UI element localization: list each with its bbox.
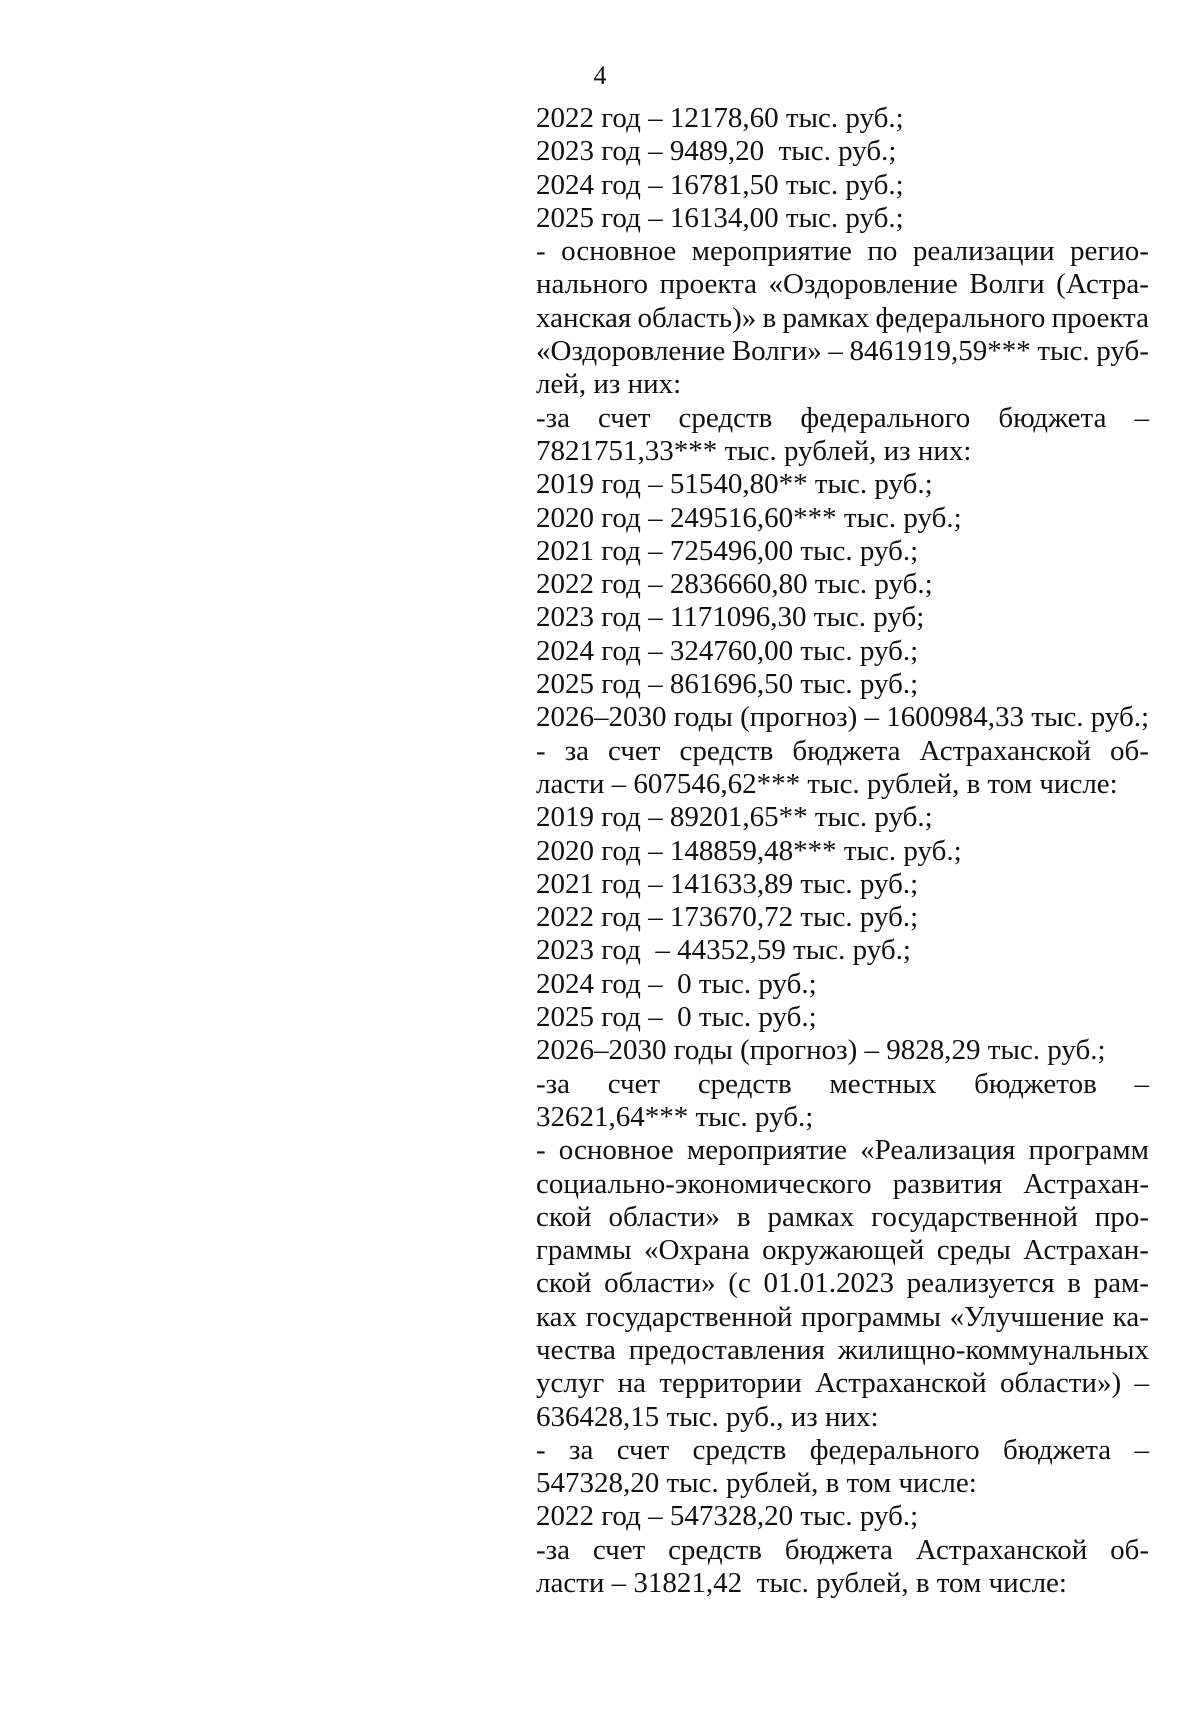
text-line-content: 2021 год – 725496,00 тыс. руб.; <box>536 534 919 567</box>
text-word: (Астра- <box>1056 268 1149 301</box>
text-word: про- <box>1094 1200 1149 1233</box>
text-word: счет <box>607 1067 661 1100</box>
text-word: основное <box>561 235 677 268</box>
text-line-content: 2024 год – 0 тыс. руб.; <box>536 967 817 1000</box>
text-word: тыс. <box>1037 335 1090 368</box>
text-line <box>536 1234 1149 1267</box>
text-word: (с <box>728 1267 751 1300</box>
text-line-content: 2020 год – 148859,48*** тыс. руб.; <box>536 834 962 867</box>
text-word: «Охрана <box>643 1234 750 1267</box>
text-word: счет <box>598 401 651 434</box>
text-word: средств <box>668 1533 762 1566</box>
text-line-content: лей, из них: <box>536 368 682 401</box>
text-word: счет <box>592 1533 646 1566</box>
text-word: в <box>762 301 777 334</box>
text-line-content: 2019 год – 51540,80** тыс. руб.; <box>536 468 933 501</box>
text-word: рам- <box>1093 1267 1149 1300</box>
text-line <box>536 302 1149 335</box>
text-line-content: 2025 год – 16134,00 тыс. руб.; <box>536 201 904 234</box>
text-line <box>536 1534 1149 1567</box>
text-line <box>536 1101 1149 1134</box>
text-word: средств <box>678 401 773 434</box>
text-word: реализации <box>912 235 1055 268</box>
text-line <box>536 235 1149 268</box>
text-line <box>536 202 1149 235</box>
text-line-content: 2020 год – 249516,60*** тыс. руб.; <box>536 501 962 534</box>
text-word: счет <box>608 734 661 767</box>
text-word: основное <box>558 1134 674 1167</box>
text-word: федерального <box>809 1433 980 1466</box>
text-word: окружающей <box>762 1234 925 1267</box>
text-word: средств <box>697 1067 792 1100</box>
text-line-content: 547328,20 тыс. рублей, в том числе: <box>536 1467 977 1500</box>
text-line <box>536 402 1149 435</box>
text-word: об- <box>1110 734 1149 767</box>
text-word: территории <box>659 1367 802 1400</box>
text-line <box>536 568 1149 601</box>
text-word: «Оздоровление <box>536 335 726 368</box>
text-word: среды <box>936 1234 1011 1267</box>
text-line-content: 2026–2030 годы (прогноз) – 9828,29 тыс. руб.; <box>536 1034 1106 1067</box>
text-word: ках <box>536 1300 578 1333</box>
text-word: средств <box>692 1433 787 1466</box>
text-line-content: 2025 год – 861696,50 тыс. руб.; <box>536 668 919 701</box>
text-line <box>536 635 1149 668</box>
text-word: области» <box>604 1267 716 1300</box>
document-body <box>536 102 1149 1600</box>
text-word: бюджета <box>1003 1433 1112 1466</box>
text-line <box>536 868 1149 901</box>
text-word: рамках <box>767 1200 855 1233</box>
text-word: программы <box>801 1300 942 1333</box>
text-word: на <box>617 1367 647 1400</box>
text-word: социально-экономического <box>536 1167 872 1200</box>
text-line <box>536 1267 1149 1300</box>
text-line-content: 2022 год – 12178,60 тыс. руб.; <box>536 102 904 134</box>
text-line-content: ласти – 607546,62*** тыс. рублей, в том числе: <box>536 767 1118 800</box>
text-word: «Улучшение <box>949 1300 1105 1333</box>
text-word: руб- <box>1096 335 1149 368</box>
page-number: 4 <box>593 61 607 90</box>
text-line <box>536 835 1149 868</box>
text-line <box>536 435 1149 468</box>
text-word: программ <box>1028 1134 1149 1167</box>
text-line <box>536 268 1149 301</box>
text-line <box>536 335 1149 368</box>
text-word: реализуется <box>906 1267 1055 1300</box>
text-line <box>536 135 1149 168</box>
text-line <box>536 1500 1149 1533</box>
text-line-content: 636428,15 тыс. руб., из них: <box>536 1400 879 1433</box>
text-line <box>536 502 1149 535</box>
text-word: бюджета <box>792 734 901 767</box>
text-line <box>536 701 1149 734</box>
text-line-content: 2023 год – 9489,20 тыс. руб.; <box>536 135 897 168</box>
text-word: бюджетов <box>974 1067 1097 1100</box>
text-line-content: 7821751,33*** тыс. рублей, из них: <box>536 434 972 467</box>
text-line-content: 2026–2030 годы (прогноз) – 1600984,33 тыс. руб.; <box>536 701 1150 734</box>
text-word: счет <box>616 1433 670 1466</box>
text-line <box>536 1201 1149 1234</box>
text-line-content: 2022 год – 547328,20 тыс. руб.; <box>536 1500 919 1533</box>
text-word: – <box>1134 1067 1149 1100</box>
text-word: ка- <box>1112 1300 1149 1333</box>
text-word: – <box>828 335 843 368</box>
text-word: -за <box>536 401 570 434</box>
text-line <box>536 768 1149 801</box>
text-word: проекта <box>1051 301 1149 334</box>
text-line <box>536 601 1149 634</box>
text-line <box>536 735 1149 768</box>
text-word: ской <box>536 1267 592 1300</box>
text-line <box>536 1367 1149 1400</box>
text-word: ской <box>536 1200 592 1233</box>
text-line <box>536 968 1149 1001</box>
text-line <box>536 934 1149 967</box>
text-word: граммы <box>536 1234 632 1267</box>
text-line <box>536 1567 1149 1600</box>
text-word: - <box>536 235 546 268</box>
text-word: 01.01.2023 <box>763 1267 894 1300</box>
text-line <box>536 1334 1149 1367</box>
text-word: жилищно-коммунальных <box>837 1333 1149 1366</box>
text-word: государственной <box>585 1300 793 1333</box>
text-word: в <box>736 1200 751 1233</box>
text-word: регио- <box>1070 235 1149 268</box>
text-word: 8461919,59*** <box>849 335 1031 368</box>
text-word: нального <box>536 268 649 301</box>
text-line <box>536 801 1149 834</box>
text-word: области») <box>1000 1367 1122 1400</box>
text-line <box>536 901 1149 934</box>
text-word: -за <box>536 1067 570 1100</box>
text-word: об- <box>1110 1533 1149 1566</box>
text-line-content: 2023 год – 44352,59 тыс. руб.; <box>536 934 911 967</box>
text-word: Астрахан- <box>1023 1167 1149 1200</box>
text-word: Астраханской <box>815 1367 987 1400</box>
text-line <box>536 1068 1149 1101</box>
text-word: ханская <box>536 301 632 334</box>
text-word: – <box>1134 401 1149 434</box>
text-word: предоставления <box>628 1333 826 1366</box>
text-line-content: 2019 год – 89201,65** тыс. руб.; <box>536 801 933 834</box>
text-word: – <box>1134 1433 1149 1466</box>
text-word: мероприятие <box>691 235 852 268</box>
text-word: Астраханской <box>919 734 1092 767</box>
text-line-content: ласти – 31821,42 тыс. рублей, в том числе: <box>536 1567 1067 1600</box>
text-word: проекта <box>659 268 757 301</box>
text-word: -за <box>536 1533 570 1566</box>
text-word: за <box>564 734 590 767</box>
text-word: местных <box>829 1067 937 1100</box>
text-word: средств <box>679 734 774 767</box>
text-word: бюджета <box>998 401 1107 434</box>
text-word: развития <box>892 1167 1003 1200</box>
text-line <box>536 1401 1149 1434</box>
text-line-content: 2022 год – 173670,72 тыс. руб.; <box>536 901 919 934</box>
text-word: в <box>1067 1267 1081 1300</box>
text-line-content: 2024 год – 16781,50 тыс. руб.; <box>536 168 904 201</box>
text-word: «Реализация <box>860 1134 1016 1167</box>
text-line <box>536 368 1149 401</box>
text-word: за <box>569 1433 594 1466</box>
text-word: - <box>536 1433 546 1466</box>
text-line <box>536 1001 1149 1034</box>
text-word: услуг <box>536 1367 605 1400</box>
text-word: рамках <box>782 301 870 334</box>
text-word: - <box>536 734 546 767</box>
text-word: Волги» <box>731 335 822 368</box>
text-word: - <box>536 1134 546 1167</box>
text-line <box>536 1301 1149 1334</box>
text-word: Астрахан- <box>1023 1234 1149 1267</box>
text-word: мероприятие <box>686 1134 848 1167</box>
text-line-content: 2025 год – 0 тыс. руб.; <box>536 1001 817 1034</box>
text-line <box>536 1134 1149 1167</box>
text-word: федерального <box>875 301 1046 334</box>
text-line-content: 2023 год – 1171096,30 тыс. руб; <box>536 601 925 634</box>
text-line <box>536 535 1149 568</box>
text-line <box>536 468 1149 501</box>
text-line <box>536 102 1149 135</box>
text-word: Волги <box>969 268 1045 301</box>
text-word: – <box>1134 1367 1149 1400</box>
text-word: государственной <box>871 1200 1078 1233</box>
text-line <box>536 1434 1149 1467</box>
text-line <box>536 668 1149 701</box>
text-line-content: 32621,64*** тыс. руб.; <box>536 1100 814 1133</box>
text-word: области» <box>608 1200 720 1233</box>
text-word: федерального <box>800 401 971 434</box>
text-word: по <box>867 235 898 268</box>
text-word: «Оздоровление <box>768 268 958 301</box>
text-line <box>536 1467 1149 1500</box>
text-word: Астраханской <box>915 1533 1088 1566</box>
text-word: чества <box>536 1333 616 1366</box>
text-line <box>536 169 1149 202</box>
text-line-content: 2021 год – 141633,89 тыс. руб.; <box>536 867 919 900</box>
text-line <box>536 1034 1149 1067</box>
text-word: область)» <box>637 301 757 334</box>
text-line-content: 2024 год – 324760,00 тыс. руб.; <box>536 634 919 667</box>
text-line-content: 2022 год – 2836660,80 тыс. руб.; <box>536 568 933 601</box>
text-line <box>536 1168 1149 1201</box>
text-word: бюджета <box>784 1533 893 1566</box>
